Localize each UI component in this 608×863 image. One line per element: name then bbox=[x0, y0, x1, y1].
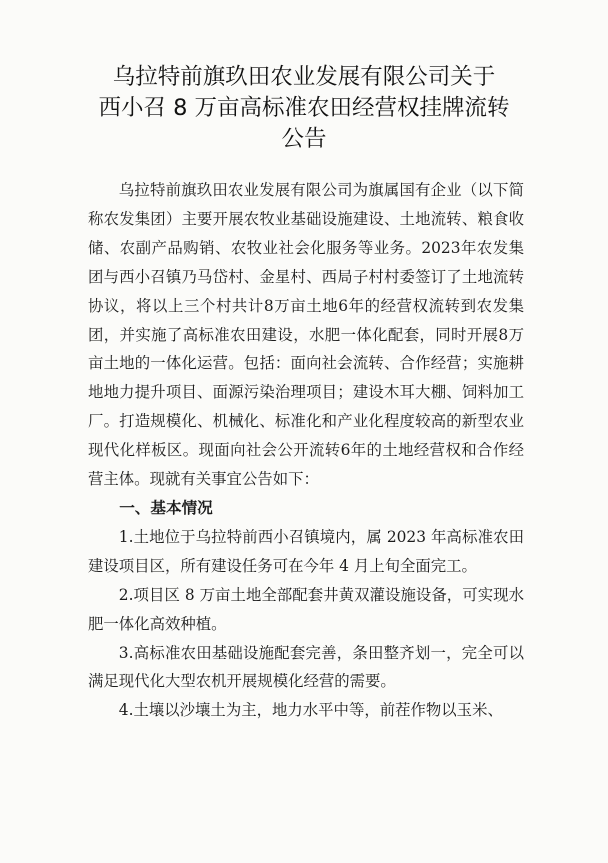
document-body bbox=[88, 176, 524, 725]
section-heading: 一、基本情况 bbox=[119, 498, 213, 517]
list-item: 3.高标准农田基础设施配套完善，条田整齐划一，完全可以满足现代化大型农机开展规模化经营的需要。 bbox=[88, 643, 524, 691]
list-item: 2.项目区 8 万亩土地全部配套井黄双灌设施设备，可实现水肥一体化高效种植。 bbox=[88, 585, 524, 633]
list-item: 4.土壤以沙壤土为主，地力水平中等，前茬作物以玉米、 bbox=[118, 701, 503, 720]
list-item: 1.土地位于乌拉特前西小召镇境内，属 2023 年高标准农田建设项目区，所有建设任务可在今年 4 月上旬全面完工。 bbox=[88, 527, 524, 575]
title-line-1: 乌拉特前旗玖田农业发展有限公司关于 bbox=[112, 64, 496, 90]
title-line-2: 西小召 8 万亩高标准农田经营权挂牌流转 bbox=[98, 95, 510, 121]
title-line-3: 公告 bbox=[281, 126, 327, 152]
document-title bbox=[60, 62, 548, 155]
intro-paragraph: 乌拉特前旗玖田农业发展有限公司为旗属国有企业（以下简称农发集团）主要开展农牧业基础设施建设、土地流转、粮食收储、农副产品购销、农牧业社会化服务等业务。2023年农发集团与西小召镇乃马岱村、金星村、西局子村村委签订了土地流转协议，将以上三个村共计8万亩土地6年的经营权流转到农发集团，并实施了高标准农田建设，水肥一体化配套，同时开展8万亩土地的一体化运营。包括：面向社会流转、合作经营；实施耕地地力提升项目、面源污染治理项目；建设木耳大棚、饲料加工厂。打造规模化、机械化、标准化和产业化程度较高的新型农业现代化样板区。现面向社会公开流转6年的土地经营权和合作经营主体。现就有关事宜公告如下： bbox=[88, 181, 524, 489]
